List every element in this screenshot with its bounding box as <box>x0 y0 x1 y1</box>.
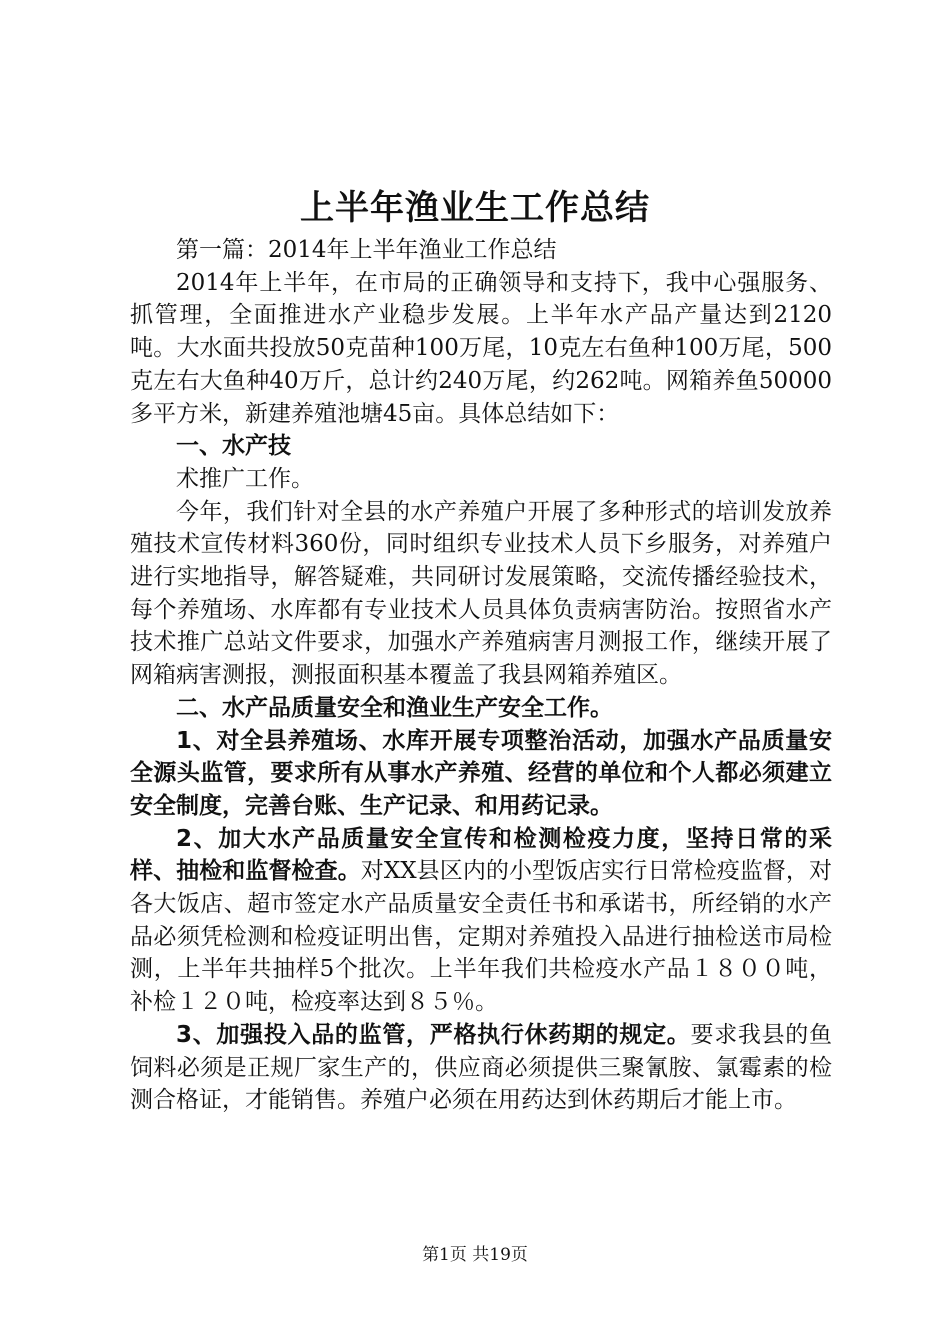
paragraph-overview: 2014年上半年，在市局的正确领导和支持下，我中心强服务、抓管理，全面推进水产业稳步发展。上半年水产品产量达到2120吨。大水面共投放50克苗种100万尾，10克左右鱼种100万尾，500克左右大鱼种40万斤，总计约240万尾，约262吨。网箱养鱼50000多平方米，新建养殖池塘45亩。具体总结如下： <box>130 269 832 427</box>
paragraph-item-1: 1、对全县养殖场、水库开展专项整治活动，加强水产品质量安全源头监管，要求所有从事水产养殖、经营的单位和个人都必须建立安全制度，完善台账、生产记录、和用药记录。 <box>130 727 832 819</box>
document-body <box>130 234 832 1117</box>
chapter-heading: 第一篇：2014年上半年渔业工作总结 <box>176 237 557 263</box>
paragraph-item-3 <box>130 1019 832 1117</box>
paragraph-item-3-lead: 3、加强投入品的监管，严格执行休药期的规定。 <box>176 1021 691 1048</box>
paragraph-item-2-lead: 2、加大水产品质量安全宣传和检测检疫力度，坚持日常的采样、抽检和监督检查。 <box>130 825 832 885</box>
section-heading-1: 一、水产技 <box>176 433 291 460</box>
paragraph-item-2-body: 对XX县区内的小型饭店实行日常检疫监督，对各大饭店、超市签定水产品质量安全责任书和承诺书，所经销的水产品必须凭检测和检疫证明出售，定期对养殖投入品进行抽检送市局检测，上半年共抽样5个批次。上半年我们共检疫水产品１８００吨，补检１２０吨，检疫率达到８５％。 <box>130 858 833 1016</box>
paragraph-training: 今年，我们针对全县的水产养殖户开展了多种形式的培训发放养殖技术宣传材料360份，同时组织专业技术人员下乡服务，对养殖户进行实地指导，解答疑难，共同研讨发展策略，交流传播经验技术，每个养殖场、水库都有专业技术人员具体负责病害防治。按照省水产技术推广总站文件要求，加强水产养殖病害月测报工作，继续开展了网箱病害测报，测报面积基本覆盖了我县网箱养殖区。 <box>130 498 832 689</box>
page-indicator: 第1页 共19页 <box>422 1245 528 1265</box>
section-heading-2: 二、水产品质量安全和渔业生产安全工作。 <box>176 694 613 721</box>
paragraph-section-1-continuation: 术推广工作。 <box>176 465 314 492</box>
document-title: 上半年渔业生工作总结 <box>300 188 650 228</box>
paragraph-item-2 <box>130 823 832 1019</box>
paragraph-item-3-body: 要求我县的鱼饲料必须是正规厂家生产的，供应商必须提供三聚氰胺、氯霉素的检测合格证，才能销售。养殖户必须在用药达到休药期后才能上市。 <box>130 1021 832 1114</box>
